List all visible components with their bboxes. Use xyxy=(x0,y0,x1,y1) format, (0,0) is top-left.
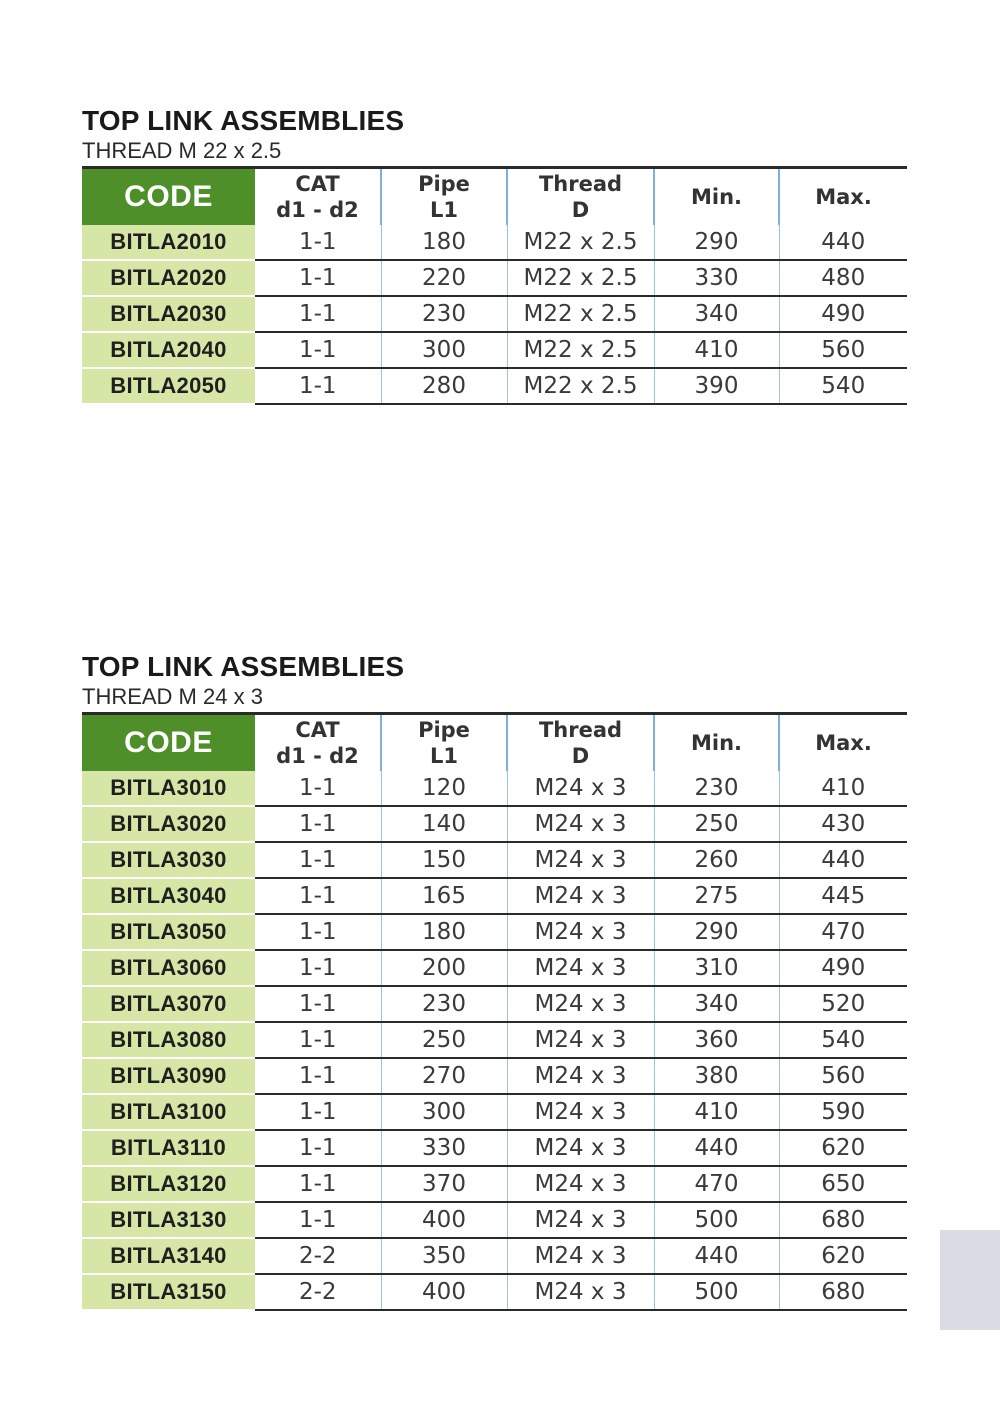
table-row xyxy=(82,260,907,296)
cell-pipe: 280 xyxy=(381,368,507,404)
cell-pipe: 350 xyxy=(381,1238,507,1274)
section-thread-m22 xyxy=(82,104,907,405)
cell-max: 620 xyxy=(779,1130,907,1166)
cell-max: 490 xyxy=(779,950,907,986)
cell-code: BITLA3020 xyxy=(82,806,255,842)
cell-thread: M22 x 2.5 xyxy=(507,260,654,296)
header-thread-line2: D xyxy=(571,744,590,768)
cell-min: 250 xyxy=(654,806,779,842)
cell-code: BITLA3110 xyxy=(82,1130,255,1166)
cell-code: BITLA3010 xyxy=(82,771,255,806)
header-cat-line2: d1 - d2 xyxy=(276,744,359,768)
cell-thread: M24 x 3 xyxy=(507,1130,654,1166)
cell-min: 310 xyxy=(654,950,779,986)
cell-thread: M22 x 2.5 xyxy=(507,332,654,368)
cell-cat: 1-1 xyxy=(255,950,381,986)
table-row xyxy=(82,1202,907,1238)
table-row xyxy=(82,332,907,368)
cell-pipe: 300 xyxy=(381,1094,507,1130)
table-body xyxy=(82,225,907,404)
cell-code: BITLA3140 xyxy=(82,1238,255,1274)
cell-thread: M24 x 3 xyxy=(507,1094,654,1130)
cell-thread: M24 x 3 xyxy=(507,914,654,950)
cell-cat: 1-1 xyxy=(255,332,381,368)
cell-max: 470 xyxy=(779,914,907,950)
cell-cat: 1-1 xyxy=(255,1130,381,1166)
cell-code: BITLA3100 xyxy=(82,1094,255,1130)
cell-min: 260 xyxy=(654,842,779,878)
cell-max: 540 xyxy=(779,368,907,404)
cell-min: 500 xyxy=(654,1202,779,1238)
cell-min: 290 xyxy=(654,225,779,260)
cell-pipe: 120 xyxy=(381,771,507,806)
cell-max: 650 xyxy=(779,1166,907,1202)
header-thread-line1: Thread xyxy=(538,718,623,742)
cell-code: BITLA3120 xyxy=(82,1166,255,1202)
cell-code: BITLA3130 xyxy=(82,1202,255,1238)
cell-max: 540 xyxy=(779,1022,907,1058)
cell-thread: M24 x 3 xyxy=(507,1238,654,1274)
cell-cat: 1-1 xyxy=(255,1094,381,1130)
cell-code: BITLA2050 xyxy=(82,368,255,404)
header-pipe-line2: L1 xyxy=(430,744,458,768)
cell-min: 230 xyxy=(654,771,779,806)
cell-thread: M22 x 2.5 xyxy=(507,296,654,332)
cell-code: BITLA2030 xyxy=(82,296,255,332)
header-thread xyxy=(507,714,654,772)
cell-max: 620 xyxy=(779,1238,907,1274)
cell-cat: 2-2 xyxy=(255,1274,381,1310)
table-row xyxy=(82,1094,907,1130)
cell-thread: M24 x 3 xyxy=(507,771,654,806)
cell-cat: 1-1 xyxy=(255,806,381,842)
cell-cat: 1-1 xyxy=(255,771,381,806)
cell-max: 520 xyxy=(779,986,907,1022)
header-min: Min. xyxy=(654,714,779,772)
cell-code: BITLA3070 xyxy=(82,986,255,1022)
cell-pipe: 150 xyxy=(381,842,507,878)
cell-thread: M24 x 3 xyxy=(507,878,654,914)
header-cat-line1: CAT xyxy=(295,718,340,742)
header-max: Max. xyxy=(779,714,907,772)
cell-cat: 1-1 xyxy=(255,1202,381,1238)
cell-thread: M24 x 3 xyxy=(507,1022,654,1058)
cell-code: BITLA2020 xyxy=(82,260,255,296)
cell-min: 360 xyxy=(654,1022,779,1058)
cell-pipe: 140 xyxy=(381,806,507,842)
header-cat xyxy=(255,168,381,226)
cell-thread: M22 x 2.5 xyxy=(507,225,654,260)
cell-pipe: 200 xyxy=(381,950,507,986)
cell-max: 680 xyxy=(779,1202,907,1238)
cell-code: BITLA3040 xyxy=(82,878,255,914)
cell-cat: 1-1 xyxy=(255,1166,381,1202)
table-body xyxy=(82,771,907,1310)
cell-min: 410 xyxy=(654,1094,779,1130)
cell-pipe: 370 xyxy=(381,1166,507,1202)
cell-thread: M24 x 3 xyxy=(507,806,654,842)
cell-code: BITLA2010 xyxy=(82,225,255,260)
cell-min: 330 xyxy=(654,260,779,296)
table-row xyxy=(82,771,907,806)
cell-pipe: 230 xyxy=(381,986,507,1022)
cell-cat: 1-1 xyxy=(255,878,381,914)
cell-thread: M24 x 3 xyxy=(507,1166,654,1202)
header-max: Max. xyxy=(779,168,907,226)
table-row xyxy=(82,986,907,1022)
cell-pipe: 220 xyxy=(381,260,507,296)
cell-min: 390 xyxy=(654,368,779,404)
cell-thread: M22 x 2.5 xyxy=(507,368,654,404)
cell-pipe: 230 xyxy=(381,296,507,332)
table-row xyxy=(82,1058,907,1094)
header-thread-line2: D xyxy=(571,198,590,222)
cell-max: 445 xyxy=(779,878,907,914)
cell-thread: M24 x 3 xyxy=(507,950,654,986)
header-pipe-line2: L1 xyxy=(430,198,458,222)
header-thread-line1: Thread xyxy=(538,172,623,196)
cell-pipe: 180 xyxy=(381,914,507,950)
table-row xyxy=(82,878,907,914)
cell-max: 490 xyxy=(779,296,907,332)
cell-code: BITLA3080 xyxy=(82,1022,255,1058)
cell-cat: 1-1 xyxy=(255,986,381,1022)
section-thread-m24 xyxy=(82,650,907,1311)
cell-cat: 1-1 xyxy=(255,842,381,878)
cell-max: 440 xyxy=(779,842,907,878)
header-row xyxy=(82,168,907,226)
cell-pipe: 250 xyxy=(381,1022,507,1058)
header-cat-line2: d1 - d2 xyxy=(276,198,359,222)
header-min: Min. xyxy=(654,168,779,226)
cell-cat: 1-1 xyxy=(255,1022,381,1058)
cell-thread: M24 x 3 xyxy=(507,986,654,1022)
cell-cat: 1-1 xyxy=(255,1058,381,1094)
header-code: CODE xyxy=(82,168,255,226)
cell-code: BITLA3050 xyxy=(82,914,255,950)
cell-cat: 1-1 xyxy=(255,260,381,296)
table-row xyxy=(82,368,907,404)
cell-max: 560 xyxy=(779,1058,907,1094)
cell-max: 480 xyxy=(779,260,907,296)
cell-max: 680 xyxy=(779,1274,907,1310)
cell-min: 340 xyxy=(654,986,779,1022)
header-pipe-line1: Pipe xyxy=(418,172,470,196)
header-pipe xyxy=(381,168,507,226)
table-row xyxy=(82,950,907,986)
cell-code: BITLA3150 xyxy=(82,1274,255,1310)
cell-max: 410 xyxy=(779,771,907,806)
cell-cat: 1-1 xyxy=(255,914,381,950)
cell-min: 440 xyxy=(654,1238,779,1274)
section-subtitle: THREAD M 24 x 3 xyxy=(82,684,263,709)
spec-table xyxy=(82,712,907,1311)
cell-min: 380 xyxy=(654,1058,779,1094)
section-title: TOP LINK ASSEMBLIES xyxy=(82,105,405,136)
cell-min: 340 xyxy=(654,296,779,332)
table-row xyxy=(82,1130,907,1166)
cell-min: 440 xyxy=(654,1130,779,1166)
header-pipe-line1: Pipe xyxy=(418,718,470,742)
cell-pipe: 400 xyxy=(381,1202,507,1238)
cell-pipe: 270 xyxy=(381,1058,507,1094)
cell-max: 560 xyxy=(779,332,907,368)
cell-code: BITLA3030 xyxy=(82,842,255,878)
cell-max: 590 xyxy=(779,1094,907,1130)
table-row xyxy=(82,1166,907,1202)
cell-min: 500 xyxy=(654,1274,779,1310)
cell-code: BITLA3090 xyxy=(82,1058,255,1094)
cell-thread: M24 x 3 xyxy=(507,1274,654,1310)
section-subtitle: THREAD M 22 x 2.5 xyxy=(82,138,282,163)
header-cat-line1: CAT xyxy=(295,172,340,196)
cell-thread: M24 x 3 xyxy=(507,842,654,878)
cell-max: 440 xyxy=(779,225,907,260)
cell-thread: M24 x 3 xyxy=(507,1202,654,1238)
cell-min: 275 xyxy=(654,878,779,914)
cell-pipe: 400 xyxy=(381,1274,507,1310)
table-row xyxy=(82,914,907,950)
cell-min: 470 xyxy=(654,1166,779,1202)
cell-min: 290 xyxy=(654,914,779,950)
table-row xyxy=(82,296,907,332)
header-pipe xyxy=(381,714,507,772)
cell-pipe: 165 xyxy=(381,878,507,914)
table-row xyxy=(82,225,907,260)
page-edge-tab xyxy=(940,1230,1000,1330)
section-title: TOP LINK ASSEMBLIES xyxy=(82,651,405,682)
cell-pipe: 300 xyxy=(381,332,507,368)
cell-cat: 1-1 xyxy=(255,368,381,404)
cell-pipe: 330 xyxy=(381,1130,507,1166)
table-row xyxy=(82,806,907,842)
header-row xyxy=(82,714,907,772)
cell-thread: M24 x 3 xyxy=(507,1058,654,1094)
table-row xyxy=(82,1022,907,1058)
cell-code: BITLA3060 xyxy=(82,950,255,986)
cell-cat: 1-1 xyxy=(255,225,381,260)
header-cat xyxy=(255,714,381,772)
table-row xyxy=(82,1274,907,1310)
cell-code: BITLA2040 xyxy=(82,332,255,368)
cell-cat: 2-2 xyxy=(255,1238,381,1274)
cell-max: 430 xyxy=(779,806,907,842)
cell-cat: 1-1 xyxy=(255,296,381,332)
spec-table xyxy=(82,166,907,405)
header-thread xyxy=(507,168,654,226)
table-row xyxy=(82,842,907,878)
cell-pipe: 180 xyxy=(381,225,507,260)
table-row xyxy=(82,1238,907,1274)
cell-min: 410 xyxy=(654,332,779,368)
header-code: CODE xyxy=(82,714,255,772)
